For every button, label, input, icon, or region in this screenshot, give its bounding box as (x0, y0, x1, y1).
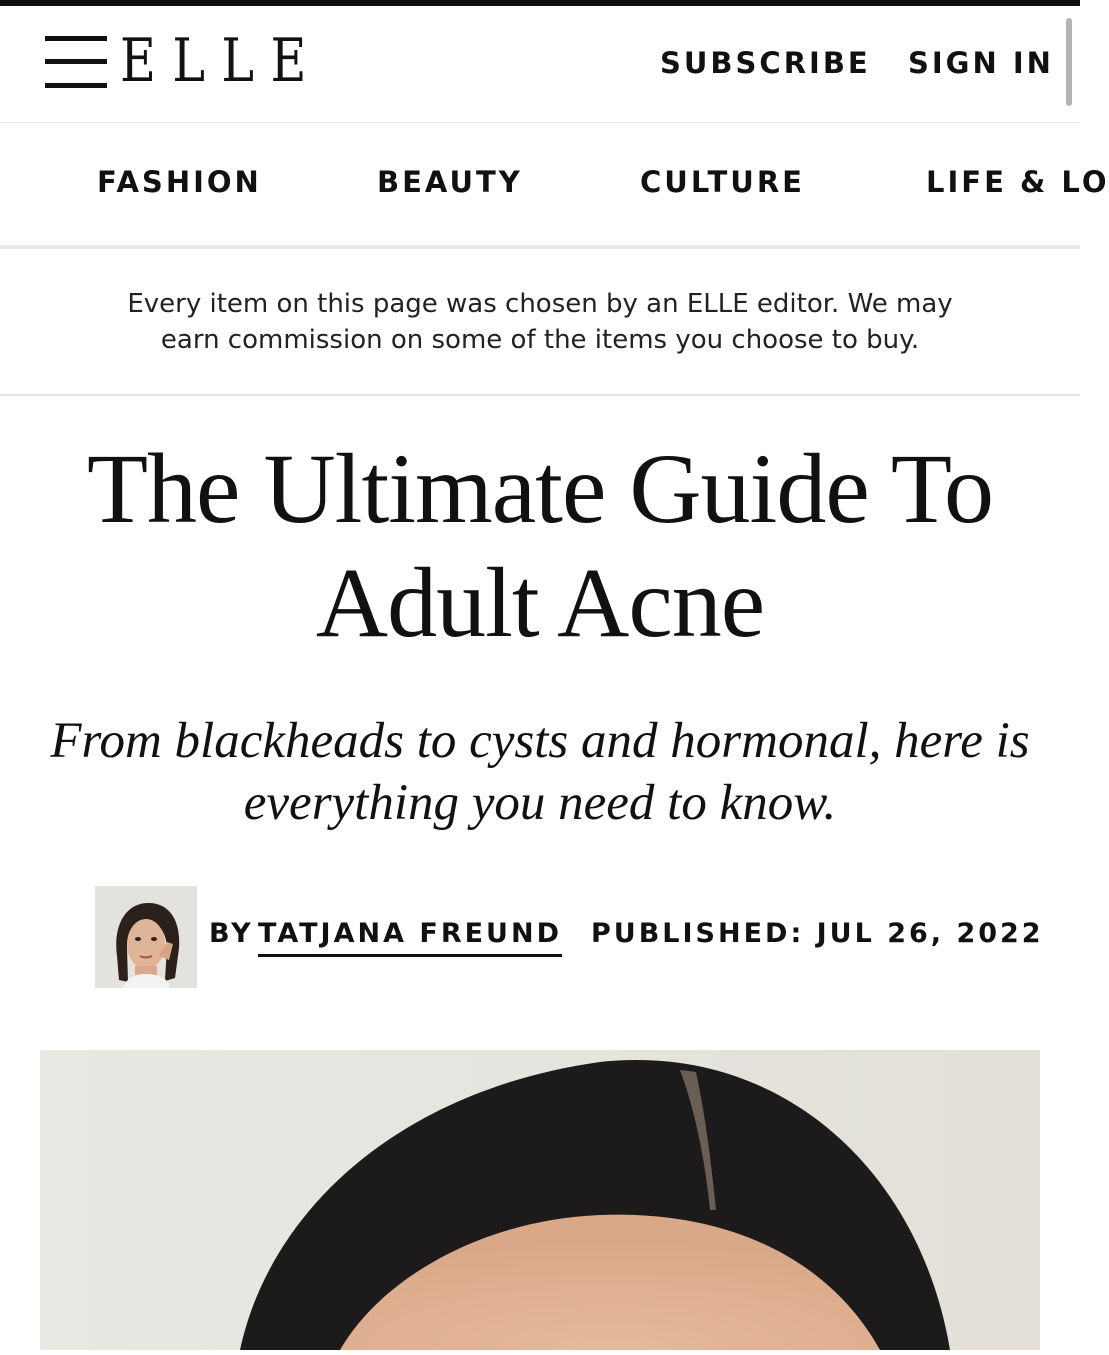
site-header (0, 6, 1080, 123)
published-date: PUBLISHED: JUL 26, 2022 (591, 918, 1044, 949)
author-link[interactable]: TATJANA FREUND (258, 917, 562, 957)
subscribe-link[interactable]: SUBSCRIBE (660, 46, 871, 80)
hamburger-menu-icon[interactable] (45, 34, 107, 90)
article-title: The Ultimate Guide To Adult Acne (86, 433, 994, 658)
scrollbar-thumb[interactable] (1066, 18, 1072, 106)
author-avatar[interactable] (95, 886, 197, 988)
nav-item-fashion[interactable]: FASHION (97, 165, 262, 199)
article-subtitle: From blackheads to cysts and hormonal, here is everything you need to know. (50, 713, 1030, 831)
elle-logo[interactable]: ELLE (120, 26, 323, 96)
nav-item-beauty[interactable]: BEAUTY (377, 165, 523, 199)
nav-item-life-and-love[interactable]: LIFE & LO (926, 165, 1109, 199)
hero-image (40, 1050, 1040, 1350)
affiliate-disclaimer: Every item on this page was chosen by an ELLE editor. We may earn commission on some of the items you choose to buy. (0, 250, 1080, 396)
byline-prefix: BY (209, 918, 254, 949)
section-nav (0, 123, 1109, 249)
nav-item-culture[interactable]: CULTURE (640, 165, 805, 199)
sign-in-link[interactable]: SIGN IN (908, 46, 1054, 80)
